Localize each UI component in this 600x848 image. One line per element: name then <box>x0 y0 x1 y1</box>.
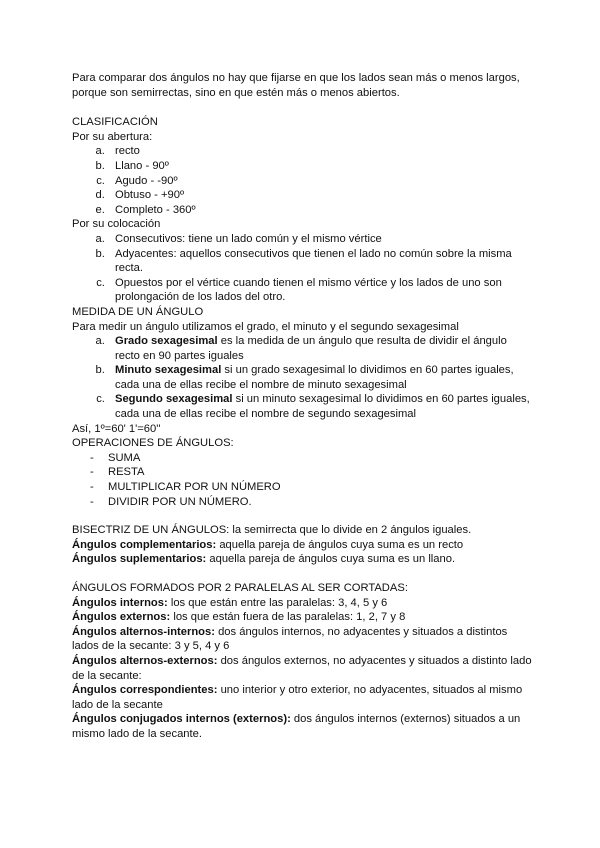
list-item <box>72 451 532 466</box>
operaciones-heading: OPERACIONES DE ÁNGULOS: <box>72 437 234 450</box>
operaciones-list <box>72 451 532 509</box>
medida-intro: Para medir un ángulo utilizamos el grado, el minuto y el segundo sexagesimal <box>72 320 459 333</box>
term: Ángulos internos: <box>72 596 168 609</box>
definition: dos ángulos internos, no adyacentes y situados a distintos lados de la secante: 3 y 5, 4 y 6 <box>72 625 508 653</box>
clasificacion-heading: CLASIFICACIÓN <box>72 116 158 129</box>
list-item <box>108 334 532 363</box>
list-item <box>72 465 532 480</box>
suplementarios-line <box>72 552 532 567</box>
term: Ángulos alternos-externos: <box>72 654 218 667</box>
paralelas-item <box>72 683 532 712</box>
paralelas-item <box>72 625 532 654</box>
term: Ángulos conjugados internos (externos): <box>72 713 291 726</box>
list-item: e. Completo - 360º <box>108 203 532 218</box>
item-text: DIVIDIR POR UN NÚMERO. <box>108 495 252 508</box>
term: Ángulos suplementarios: <box>72 553 207 566</box>
list-item: a. Consecutivos: tiene un lado común y el mismo vértice <box>108 232 532 247</box>
definition: es la medida de un ángulo que resulta de dividir el ángulo recto en 90 partes iguales <box>115 335 507 362</box>
item-text: SUMA <box>108 451 141 464</box>
colocacion-label: Por su colocación <box>72 218 161 231</box>
document-content <box>72 71 532 742</box>
list-item <box>108 363 532 392</box>
spacer <box>72 509 532 523</box>
term: Minuto sexagesimal <box>115 364 222 377</box>
definition: aquella pareja de ángulos cuya suma es un recto <box>216 538 464 551</box>
definition: uno interior y otro exterior, no adyacentes, situados al mismo lado de la secante <box>72 684 523 711</box>
list-item: d. Obtuso - +90º <box>108 188 532 203</box>
term: Ángulos alternos-internos: <box>72 625 215 638</box>
abertura-label: Por su abertura: <box>72 130 153 143</box>
dash-bullet: - <box>90 481 94 494</box>
item-text: RESTA <box>108 466 145 479</box>
intro-paragraph: Para comparar dos ángulos no hay que fijarse en que los lados sean más o menos largos, porque son semirrectas, sino en que estén más o menos abiertos. <box>72 72 520 99</box>
definition: los que están entre las paralelas: 3, 4, 5 y 6 <box>167 596 388 609</box>
list-item <box>72 495 532 510</box>
dash-bullet: - <box>90 451 94 464</box>
definition: si un grado sexagesimal lo dividimos en 60 partes iguales, cada una de ellas recibe el nombre de minuto sexagesimal <box>115 364 514 391</box>
list-item: b. Llano - 90º <box>108 159 532 174</box>
item-text: MULTIPLICAR POR UN NÚMERO <box>108 481 281 494</box>
medida-list <box>72 334 532 422</box>
dash-bullet: - <box>90 466 94 479</box>
term: Ángulos externos: <box>72 611 171 624</box>
definition: los que están fuera de las paralelas: 1, 2, 7 y 8 <box>170 611 406 624</box>
list-item: b. Adyacentes: aquellos consecutivos que tienen el lado no común sobre la misma recta. <box>108 247 532 276</box>
paralelas-item <box>72 610 532 625</box>
medida-heading: MEDIDA DE UN ÁNGULO <box>72 305 204 318</box>
asi-line: Así, 1º=60' 1'=60'' <box>72 422 161 435</box>
abertura-list <box>72 144 532 217</box>
list-item <box>108 392 532 421</box>
definition: aquella pareja de ángulos cuya suma es un llano. <box>206 553 456 566</box>
complementarios-line <box>72 538 532 553</box>
list-item <box>72 480 532 495</box>
definition: dos ángulos internos (externos) situados a un mismo lado de la secante. <box>72 713 521 740</box>
list-item: c. Agudo - -90º <box>108 174 532 189</box>
list-item: a. recto <box>108 144 532 159</box>
definition: dos ángulos externos, no adyacentes y situados a distinto lado de la secante: <box>72 654 532 682</box>
term: Segundo sexagesimal <box>115 393 233 406</box>
definition: si un minuto sexagesimal lo dividimos en 60 partes iguales, cada una de ellas recibe el nombre de segundo sexagesimal <box>115 393 530 421</box>
paralelas-item <box>72 654 532 683</box>
colocacion-list <box>72 232 532 305</box>
paralelas-heading: ÁNGULOS FORMADOS POR 2 PARALELAS AL SER CORTADAS: <box>72 582 408 594</box>
term: Grado sexagesimal <box>115 335 218 348</box>
dash-bullet: - <box>90 495 94 508</box>
bisectriz-line: BISECTRIZ DE UN ÁNGULOS: la semirrecta que lo divide en 2 ángulos iguales. <box>72 524 472 537</box>
term: Ángulos correspondientes: <box>72 684 218 697</box>
list-item: c. Opuestos por el vértice cuando tienen el mismo vértice y los lados de uno son prolongación de los lados del otro. <box>108 276 532 305</box>
spacer <box>72 567 532 581</box>
paralelas-item <box>72 596 532 611</box>
paralelas-item <box>72 712 532 741</box>
term: Ángulos complementarios: <box>72 538 217 551</box>
